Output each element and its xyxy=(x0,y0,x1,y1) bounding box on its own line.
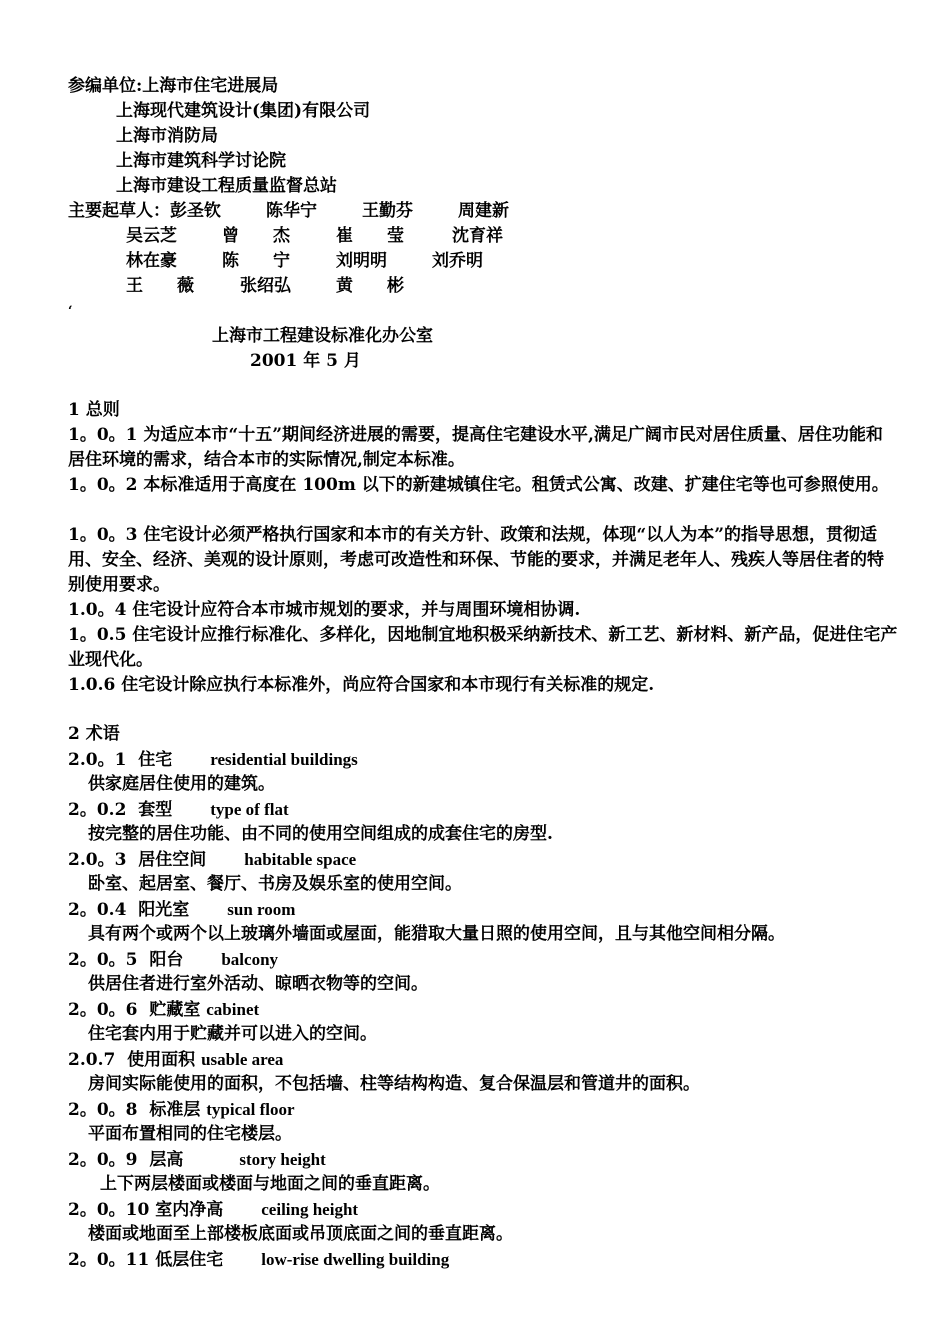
term-en: sun room xyxy=(227,900,296,919)
term-cn: 使用面积 xyxy=(127,1050,196,1070)
section1-heading: 1 总则 xyxy=(68,400,120,420)
section2-heading: 2 术语 xyxy=(68,724,120,744)
term-cn: 阳台 xyxy=(149,950,184,970)
drafter-name: 刘乔明 xyxy=(432,251,483,271)
term-id: 2。0.2 xyxy=(68,800,127,820)
participant-unit: 上海市住宅进展局 xyxy=(142,76,279,96)
term-cn: 套型 xyxy=(138,800,173,820)
term-en: type of flat xyxy=(210,800,289,819)
term-2-0-2 xyxy=(68,797,289,822)
participant-unit: 上海市消防局 xyxy=(116,126,218,146)
term-en: balcony xyxy=(221,950,279,969)
clause-1-0-3 xyxy=(68,523,898,598)
term-id: 2。0。5 xyxy=(68,950,138,970)
drafter-name: 王勤芬 xyxy=(362,201,413,221)
term-cn: 标准层 xyxy=(149,1100,201,1120)
drafters-label: 主要起草人： xyxy=(68,201,170,221)
issue-date: 2001 年 5 月 xyxy=(250,351,361,371)
term-definition: 上下两层楼面或楼面与地面之间的垂直距离。 xyxy=(100,1174,440,1194)
term-id: 2。0。11 xyxy=(68,1250,150,1270)
drafter-name: 陈华宁 xyxy=(266,201,317,221)
term-2-0-6 xyxy=(68,997,259,1022)
term-definition: 按完整的居住功能、由不同的使用空间组成的成套住宅的房型. xyxy=(88,824,553,844)
drafter-name: 彭圣钦 xyxy=(170,201,221,221)
drafter-name: 林在豪 xyxy=(126,251,177,271)
drafters-row-3 xyxy=(126,274,404,299)
term-definition: 楼面或地面至上部楼板底面或吊顶底面之间的垂直距离。 xyxy=(88,1224,513,1244)
term-id: 2。0。10 xyxy=(68,1200,150,1220)
term-2-0-10 xyxy=(68,1197,358,1222)
drafter-name: 王 薇 xyxy=(126,276,194,296)
clause-1-0-5 xyxy=(68,623,898,673)
term-2-0-11 xyxy=(68,1247,449,1272)
participants-line-0 xyxy=(68,74,278,99)
clause-id: 1.0。4 xyxy=(68,600,127,620)
term-2-0-5 xyxy=(68,947,278,972)
clause-1-0-4 xyxy=(68,598,898,623)
drafter-name: 刘明明 xyxy=(336,251,387,271)
term-definition: 供家庭居住使用的建筑。 xyxy=(88,774,275,794)
term-cn: 住宅 xyxy=(138,750,173,770)
stray-mark: ‘ xyxy=(68,304,73,319)
clause-text: 本标准适用于高度在 100m 以下的新建城镇住宅。租赁式公寓、改建、扩建住宅等也可参照使用。 xyxy=(143,475,889,495)
clause-text: 为适应本市“十五”期间经济进展的需要，提高住宅建设水平,满足广阔市民对居住质量、居住功能和居住环境的需求，结合本市的实际情况,制定本标准。 xyxy=(68,425,883,470)
participants-label: 参编单位: xyxy=(68,76,143,96)
clause-id: 1。0。2 xyxy=(68,475,138,495)
clause-id: 1。0。3 xyxy=(68,525,138,545)
term-id: 2。0.4 xyxy=(68,900,127,920)
drafter-name: 吴云芝 xyxy=(126,226,177,246)
term-2-0-1 xyxy=(68,747,358,772)
clause-id: 1。0.5 xyxy=(68,625,127,645)
term-definition: 具有两个或两个以上玻璃外墙面或屋面，能猎取大量日照的使用空间，且与其他空间相分隔。 xyxy=(88,924,785,944)
clause-id: 1。0。1 xyxy=(68,425,138,445)
clause-1-0-6 xyxy=(68,673,898,698)
drafters-row-1 xyxy=(126,224,503,249)
term-id: 2。0。8 xyxy=(68,1100,138,1120)
clause-text: 住宅设计应推行标准化、多样化，因地制宜地积极采纳新技术、新工艺、新材料、新产品，促进住宅产业现代化。 xyxy=(68,625,898,670)
participant-unit: 上海市建设工程质量监督总站 xyxy=(116,176,337,196)
clause-text: 住宅设计必须严格执行国家和本市的有关方针、政策和法规，体现“以人为本”的指导思想，贯彻适用、安全、经济、美观的设计原则，考虑可改造性和环保、节能的要求，并满足老年人、残疾人等居住者的特别使用要求。 xyxy=(68,525,884,595)
clause-id: 1.0.6 xyxy=(68,675,116,695)
term-cn: 居住空间 xyxy=(138,850,207,870)
term-definition: 平面布置相同的住宅楼层。 xyxy=(88,1124,292,1144)
term-en: cabinet xyxy=(206,1000,260,1019)
term-en: low-rise dwelling building xyxy=(261,1250,450,1269)
term-definition: 卧室、起居室、餐厅、书房及娱乐室的使用空间。 xyxy=(88,874,462,894)
participant-unit: 上海现代建筑设计(集团)有限公司 xyxy=(116,101,371,121)
drafter-name: 陈 宁 xyxy=(222,251,290,271)
term-en: story height xyxy=(239,1150,326,1169)
term-definition: 住宅套内用于贮藏并可以进入的空间。 xyxy=(88,1024,377,1044)
term-id: 2。0。6 xyxy=(68,1000,138,1020)
drafter-name: 周建新 xyxy=(458,201,509,221)
participant-unit: 上海市建筑科学讨论院 xyxy=(116,151,286,171)
term-cn: 贮藏室 xyxy=(149,1000,201,1020)
term-2-0-9 xyxy=(68,1147,326,1172)
term-en: typical floor xyxy=(206,1100,295,1119)
term-2-0-8 xyxy=(68,1097,295,1122)
term-en: habitable space xyxy=(244,850,357,869)
clause-text: 住宅设计应符合本市城市规划的要求，并与周围环境相协调. xyxy=(132,600,581,620)
clause-text: 住宅设计除应执行本标准外，尚应符合国家和本市现行有关标准的规定. xyxy=(121,675,655,695)
term-en: usable area xyxy=(201,1050,284,1069)
term-cn: 低层住宅 xyxy=(155,1250,224,1270)
term-definition: 供居住者进行室外活动、晾晒衣物等的空间。 xyxy=(88,974,428,994)
term-id: 2.0.7 xyxy=(68,1050,116,1070)
term-2-0-3 xyxy=(68,847,356,872)
term-id: 2。0。9 xyxy=(68,1150,138,1170)
term-cn: 阳光室 xyxy=(138,900,190,920)
drafter-name: 沈育祥 xyxy=(452,226,503,246)
term-2-0-7 xyxy=(68,1047,283,1072)
term-id: 2.0。3 xyxy=(68,850,127,870)
drafters-row-2 xyxy=(126,249,483,274)
clause-1-0-1 xyxy=(68,423,898,473)
drafters-row-0 xyxy=(68,199,509,224)
drafter-name: 崔 莹 xyxy=(336,226,404,246)
issuer: 上海市工程建设标准化办公室 xyxy=(212,326,433,346)
term-en: residential buildings xyxy=(210,750,358,769)
term-cn: 层高 xyxy=(149,1150,184,1170)
clause-1-0-2 xyxy=(68,473,898,498)
term-cn: 室内净高 xyxy=(155,1200,224,1220)
term-definition: 房间实际能使用的面积，不包括墙、柱等结构构造、复合保温层和管道井的面积。 xyxy=(88,1074,700,1094)
term-2-0-4 xyxy=(68,897,295,922)
term-id: 2.0。1 xyxy=(68,750,127,770)
drafter-name: 张绍弘 xyxy=(240,276,291,296)
term-en: ceiling height xyxy=(261,1200,359,1219)
drafter-name: 黄 彬 xyxy=(336,276,404,296)
drafter-name: 曾 杰 xyxy=(222,226,290,246)
